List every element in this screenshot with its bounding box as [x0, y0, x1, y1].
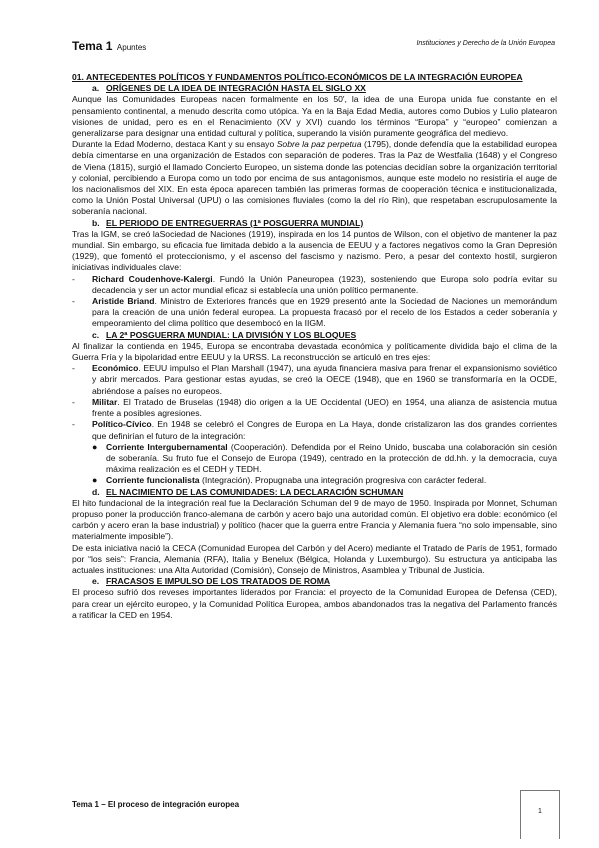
- list-item-term: Corriente funcionalista: [106, 475, 200, 486]
- book-title: Sobre la paz perpetua: [276, 139, 362, 150]
- subsection-e-letter: e.: [92, 576, 100, 587]
- list-item-text: (Cooperación). Defendida por el Reino Unido, buscaba una colaboración sin cesión de soberanía. Su fruto fue el Consejo de Europa (1949), centrado en la protección de dd.hh. y la democracia, cuya máxima realización es el CEDH y TEDH.: [106, 441, 557, 475]
- subsection-d-letter: d.: [92, 486, 100, 497]
- paragraph: Aunque las Comunidades Europeas nacen formalmente en los 50', la idea de una Europa unida fue constante en el pensamiento continental, a menudo descrita como utópica. Ya en la Baja Edad Media, autores como Dubios y Lulio platearon visiones de unidad, pero es en el Renacimiento (XV y XVI) cuando los términos “Europa” y “europeo” comienzan a generalizarse para designar una entidad cultural y política, superando la visión puramente geográfica del medievo.: [72, 94, 557, 139]
- subsection-d-title-text: EL NACIMIENTO DE LAS COMUNIDADES: LA DECLARACIÓN SCHUMAN: [106, 486, 404, 497]
- list-item-term: Aristide Briand: [92, 296, 155, 307]
- header-course: Instituciones y Derecho de la Unión Europea: [416, 40, 555, 47]
- list-dash: -: [72, 363, 75, 374]
- list-item-text: (Integración). Propugnaba una integración progresiva con carácter federal.: [199, 475, 487, 486]
- list-item-text: . El Tratado de Bruselas (1948) dio origen a la UE Occidental (UEO) en 1954, una alianza de asistencia mutua frente a posibles agresiones.: [92, 396, 557, 419]
- list-item-text: . Ministro de Exteriores francés que en 1929 presentó ante la Sociedad de Naciones un memorándum para la creación de una unión federal europea. La propuesta fracasó por el recelo de los Estados a ceder soberanía y empeoramiento del clima político que desembocó en la IIGM.: [92, 296, 557, 329]
- text-span: (1795), donde defendía que la estabilidad europea debía cimentarse en una organización de Estados con separación de poderes. Tras la Paz de Westfalia (1648) y el Congreso de Viena (1815), surgió el llamado Concierto Europeo, un sistema donde las potencias decidían sobre la organización territorial y colonial, percibiendo a Europa como un todo por encima de sus antagonismos, aunque este modelo no resistiría el auge de los nacionalismos del XIX. En esta época aparecen también las primeras formas de cooperación técnica e institucionalizada, como la Unión Postal Universal (UPU) o las comisiones fluviales (como la del río Rin), que respetaban escrupulosamente la soberanía nacional.: [72, 139, 557, 217]
- bullet-dot-icon: ●: [92, 475, 98, 486]
- subsection-c-title-text: LA 2ª POSGUERRA MUNDIAL: LA DIVISIÓN Y LOS BLOQUES: [106, 329, 357, 340]
- subsection-b-letter: b.: [92, 217, 100, 228]
- bullet-list: [72, 363, 557, 441]
- text-span: Durante la Edad Moderno, destaca Kant y su ensayo: [72, 139, 277, 150]
- header-apuntes: Apuntes: [116, 43, 147, 52]
- list-dash: -: [72, 419, 75, 430]
- paragraph: El hito fundacional de la integración real fue la Declaración Schuman del 9 de mayo de 1950. Inspirada por Monnet, Schuman propuso poner la producción franco-alemana de carbón y acero bajo una autoridad común. El objetivo era doble: económico (el carbón y acero eran la base industrial) y político (hacer que la guerra entre Francia y Alemania fuera “no solo impensable, sino materialmente imposible”).: [72, 497, 557, 542]
- list-item-term: Corriente Intergubernamental: [106, 441, 228, 452]
- list-item: [72, 397, 557, 419]
- subsection-d-title: [72, 487, 557, 498]
- section-title: [72, 72, 557, 83]
- page-number: 1: [538, 808, 542, 815]
- subsection-e-title-text: FRACASOS E IMPULSO DE LOS TRATADOS DE ROMA: [106, 576, 331, 587]
- paragraph: Al finalizar la contienda en 1945, Europa se encontraba devastada económica y políticamente dividida bajo el clima de la Guerra Fría y la bipolaridad entre EEUU y la URSS. La reconstrucción se articuló en tres ejes:: [72, 340, 557, 363]
- header-tema: Tema 1: [72, 39, 113, 53]
- nested-bullet-list: [72, 442, 557, 487]
- subsection-a-title: [72, 83, 557, 94]
- list-item-term: Político-Cívico: [92, 419, 152, 430]
- list-item-text: . EEUU impulso el Plan Marshall (1947), una ayuda financiera masiva para frenar el expansionismo soviético y abrir mercados. Para gestionar estas ayudas, se creó la OECE (1948), que en 1960 se transformaría en la OCDE, abriéndose a países no europeos.: [92, 363, 557, 396]
- list-dash: -: [72, 273, 75, 284]
- paragraph: De esta iniciativa nació la CECA (Comunidad Europea del Carbón y del Acero) mediante el Tratado de París de 1951, formado por “los seis”: Francia, Alemania (RFA), Italia y Benelux (Bélgica, Holanda y Luxemburgo). Su estructura ya anticipaba las actuales instituciones: una Alta Autoridad (Comisión), Consejo de Ministros, Asamblea y Tribunal de Justicia.: [72, 542, 557, 575]
- section-number: 01.: [72, 72, 84, 82]
- header-title: [72, 37, 146, 55]
- list-item-text: . Fundó la Unión Paneuropea (1923), sosteniendo que Europa solo podría evitar su decadencia y ser un actor mundial eficaz si establecía una unión político permanente.: [92, 273, 558, 295]
- list-item-term: Militar: [92, 396, 118, 407]
- subsection-a-letter: a.: [92, 83, 100, 94]
- list-dash: -: [72, 296, 75, 307]
- paragraph: Tras la IGM, se creó laSociedad de Naciones (1919), inspirada en los 14 puntos de Wilson, con el objetivo de mantener la paz mundial. Sin embargo, su eficacia fue limitada debido a la ausencia de EEUU y a factores negativos como la Gran Depresión (1929), que fomentó el proteccionismo, y el ascenso del fascismo y nazismo. Pero, a pesar del contexto hostil, surgieron iniciativas individuales clave:: [72, 228, 557, 273]
- subsection-a-title-text: ORÍGENES DE LA IDEA DE INTEGRACIÓN HASTA EL SIGLO XX: [106, 83, 366, 94]
- list-item-text: . En 1948 se celebró el Congres de Europa en La Haya, donde cristalizaron las dos grandes corrientes que definirían el futuro de la integración:: [92, 419, 557, 441]
- nested-list-item: [72, 442, 557, 476]
- subsection-c-title: [72, 330, 557, 341]
- page-footer: Tema 1 – El proceso de integración europea: [72, 800, 240, 809]
- list-item: [72, 419, 557, 441]
- list-dash: -: [72, 396, 75, 407]
- document-body: [72, 72, 557, 621]
- subsection-c-letter: c.: [92, 329, 100, 340]
- list-item: [72, 296, 557, 330]
- paragraph: [72, 139, 557, 217]
- section-title-text: ANTECEDENTES POLÍTICOS Y FUNDAMENTOS POLÍTICO-ECONÓMICOS DE LA INTEGRACIÓN EUROPEA: [86, 72, 523, 82]
- list-item-term: Económico: [92, 363, 139, 374]
- nested-list-item: [72, 475, 557, 486]
- bullet-list: [72, 274, 557, 330]
- list-item: [72, 363, 557, 397]
- subsection-b-title: [72, 218, 557, 229]
- list-item: [72, 274, 557, 296]
- list-item-term: Richard Coudenhove-Kalergi: [92, 273, 213, 284]
- subsection-b-title-text: EL PERIODO DE ENTREGUERRAS (1ª POSGUERRA MUNDIAL): [106, 217, 364, 228]
- subsection-e-title: [72, 576, 557, 587]
- bullet-dot-icon: ●: [92, 441, 98, 452]
- paragraph: El proceso sufrió dos reveses importantes liderados por Francia: el proyecto de la Comunidad Europea de Defensa (CED), para crear un ejército europeo, y la Comunidad Política Europea, ambos abandonados tras la negativa del Parlamento francés a ratificar la CED en 1954.: [72, 587, 557, 620]
- page-header: [72, 37, 555, 53]
- page-number-box: [520, 790, 560, 839]
